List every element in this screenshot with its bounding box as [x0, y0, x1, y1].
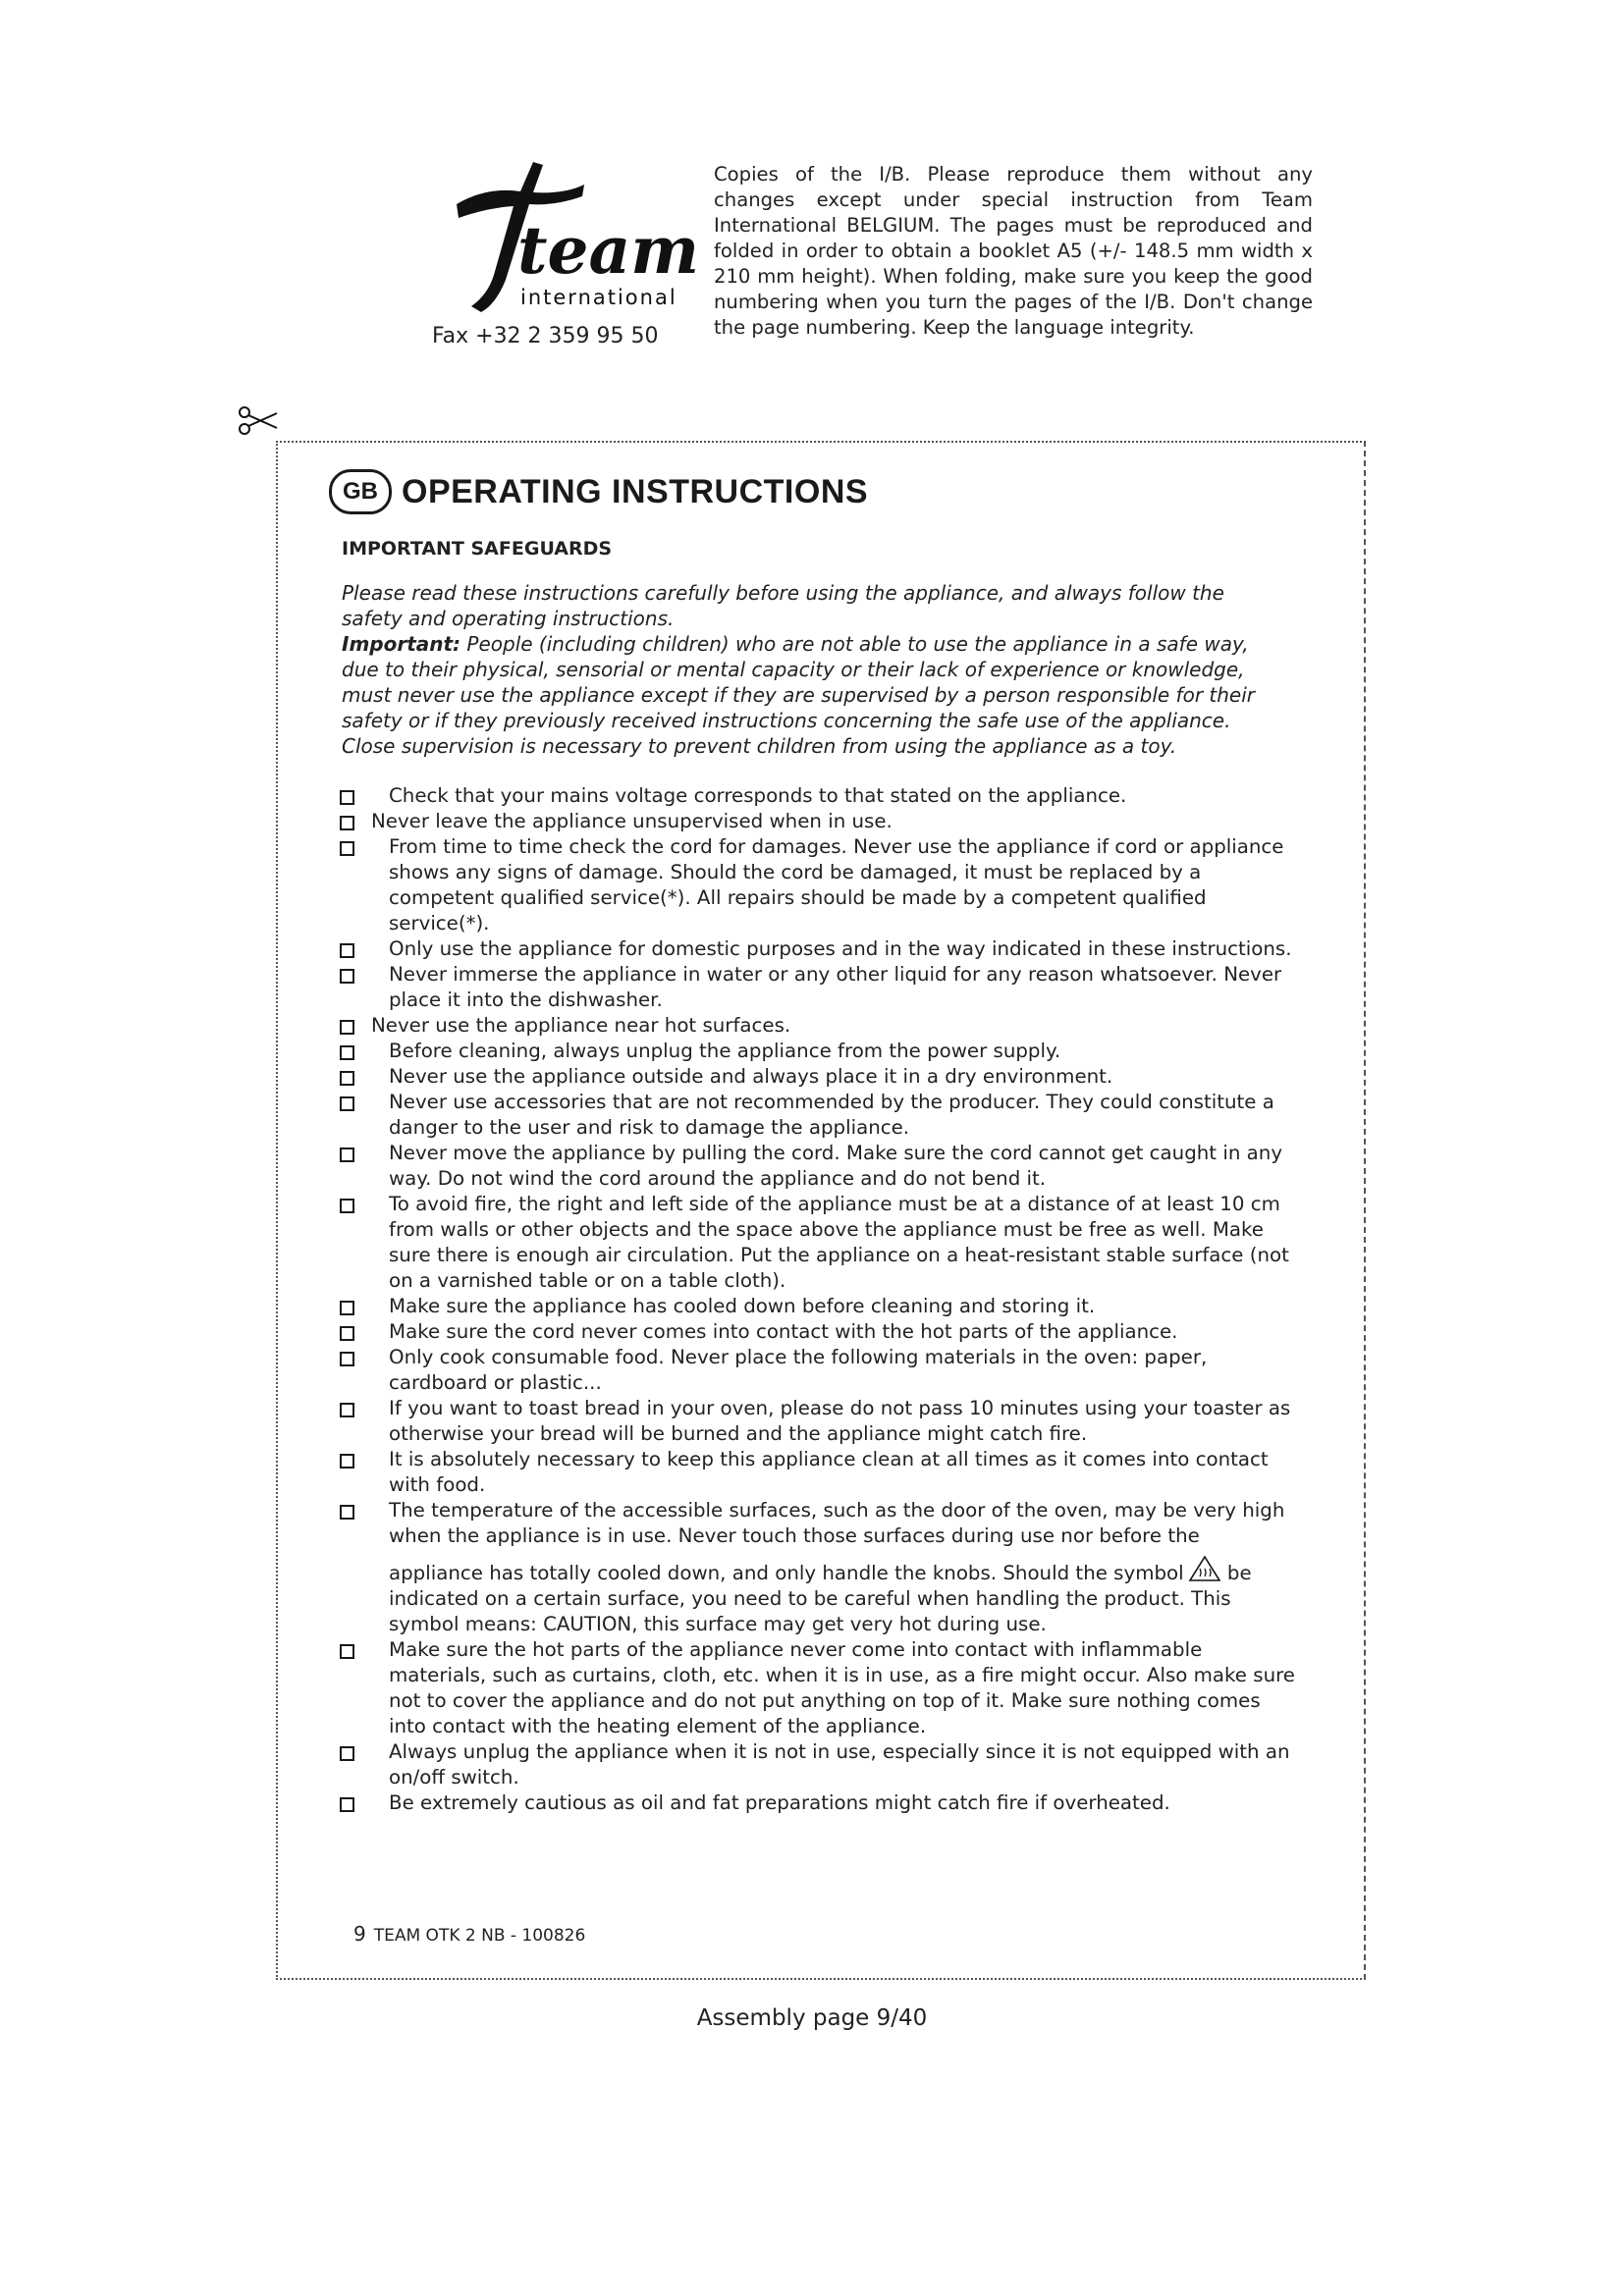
- language-badge: GB: [329, 469, 392, 514]
- list-item: Never leave the appliance unsupervised when in use.: [340, 809, 1302, 834]
- checkbox-icon: [340, 1644, 354, 1659]
- checkbox-icon: [340, 969, 354, 984]
- checkbox-icon: [340, 1301, 354, 1315]
- team-international-logo: [427, 147, 700, 319]
- page-title: [329, 466, 868, 517]
- list-item: Before cleaning, always unplug the appliance from the power supply.: [340, 1039, 1302, 1064]
- fax-number: Fax +32 2 359 95 50: [432, 324, 659, 348]
- checkbox-icon: [340, 1096, 354, 1111]
- page-number: 9: [353, 1922, 366, 1946]
- checkbox-icon: [340, 1797, 354, 1812]
- checkbox-icon: [340, 1199, 354, 1213]
- list-item: Never use the appliance outside and always place it in a dry environment.: [340, 1064, 1302, 1090]
- checkbox-icon: [340, 1403, 354, 1417]
- checkbox-icon: [340, 1505, 354, 1520]
- checkbox-icon: [340, 1454, 354, 1468]
- list-item: To avoid fire, the right and left side of the appliance must be at a distance of at least 10 cm from walls or other objects and the space above the appliance must be free as well. Make sure there is enough air circulation. Put the appliance on a heat-resistant stable surface (not on a varnished table or on a table cloth).: [340, 1192, 1302, 1294]
- list-item: Never use accessories that are not recommended by the producer. They could constitute a danger to the user and risk to damage the appliance.: [340, 1090, 1302, 1141]
- checkbox-icon: [340, 816, 354, 830]
- important-text: People (including children) who are not able to use the appliance in a safe way, due to their physical, sensorial or mental capacity or their lack of experience or knowledge, must never use the appliance except if they are supervised by a person responsible for their safety or if they previously received instructions concerning the safe use of the appliance. Close supervision is necessary to prevent children from using the appliance as a toy.: [342, 632, 1256, 758]
- checkbox-icon: [340, 790, 354, 805]
- hot-surface-warning-icon: [1188, 1555, 1221, 1582]
- document-code: TEAM OTK 2 NB - 100826: [373, 1926, 586, 1946]
- list-item: Never use the appliance near hot surfaces.: [340, 1013, 1302, 1039]
- checkbox-icon: [340, 1071, 354, 1086]
- section-heading: IMPORTANT SAFEGUARDS: [342, 538, 613, 560]
- list-item: Be extremely cautious as oil and fat preparations might catch fire if overheated.: [340, 1790, 1302, 1816]
- list-item: Never move the appliance by pulling the cord. Make sure the cord cannot get caught in any way. Do not wind the cord around the appliance and do not bend it.: [340, 1141, 1302, 1192]
- checkbox-icon: [340, 1148, 354, 1162]
- title-text: OPERATING INSTRUCTIONS: [402, 472, 869, 510]
- list-item: From time to time check the cord for damages. Never use the appliance if cord or appliance shows any signs of damage. Should the cord be damaged, it must be replaced by a competent qualified service(*). All repairs should be made by a competent qualified service(*).: [340, 834, 1302, 936]
- checkbox-icon: [340, 943, 354, 958]
- list-item: Check that your mains voltage corresponds to that stated on the appliance.: [340, 783, 1302, 809]
- checkbox-icon: [340, 841, 354, 856]
- list-item: Always unplug the appliance when it is not in use, especially since it is not equipped with an on/off switch.: [340, 1739, 1302, 1790]
- intro-text: Please read these instructions carefully before using the appliance, and always follow the safety and operating instructions.: [342, 581, 1224, 630]
- assembly-page-label: Assembly page 9/40: [696, 2005, 928, 2031]
- list-item: Make sure the cord never comes into contact with the hot parts of the appliance.: [340, 1319, 1302, 1345]
- logo-word: team: [517, 212, 700, 289]
- checkbox-icon: [340, 1326, 354, 1341]
- intro-paragraph: [342, 580, 1274, 759]
- page-footer: [353, 1922, 585, 1946]
- list-item-temperature: The temperature of the accessible surfaces, such as the door of the oven, may be very high when the appliance is in use. Never touch those surfaces during use nor before the appliance has totally cooled down, and only handle the knobs. Should the symbol be indicated on a certain surface, you need to be careful when handling the product. This symbol means: CAUTION, this surface may get very hot during use.: [340, 1498, 1302, 1637]
- list-item: Make sure the appliance has cooled down before cleaning and storing it.: [340, 1294, 1302, 1319]
- list-item: It is absolutely necessary to keep this appliance clean at all times as it comes into contact with food.: [340, 1447, 1302, 1498]
- checkbox-icon: [340, 1020, 354, 1035]
- safeguards-list: [340, 783, 1302, 1816]
- checkbox-icon: [340, 1746, 354, 1761]
- scissors-icon: [236, 404, 279, 438]
- checkbox-icon: [340, 1045, 354, 1060]
- reproduction-note: Copies of the I/B. Please reproduce them without any changes except under special instruction from Team International BELGIUM. The pages must be reproduced and folded in order to obtain a booklet A5 (+/- 148.5 mm width x 210 mm height). When folding, make sure you keep the good numbering when you turn the pages of the I/B. Don't change the page numbering. Keep the language integrity.: [714, 163, 1313, 339]
- list-item: Only cook consumable food. Never place the following materials in the oven: paper, cardboard or plastic...: [340, 1345, 1302, 1396]
- important-label: Important:: [342, 632, 461, 656]
- checkbox-icon: [340, 1352, 354, 1366]
- list-item: Only use the appliance for domestic purposes and in the way indicated in these instructions.: [340, 936, 1302, 962]
- list-item: Never immerse the appliance in water or any other liquid for any reason whatsoever. Never place it into the dishwasher.: [340, 962, 1302, 1013]
- list-item: Make sure the hot parts of the appliance never come into contact with inflammable materials, such as curtains, cloth, etc. when it is in use, as a fire might occur. Also make sure not to cover the appliance and do not put anything on top of it. Make sure nothing comes into contact with the heating element of the appliance.: [340, 1637, 1302, 1739]
- list-item: If you want to toast bread in your oven, please do not pass 10 minutes using your toaster as otherwise your bread will be burned and the appliance might catch fire.: [340, 1396, 1302, 1447]
- logo-subword: international: [520, 286, 677, 309]
